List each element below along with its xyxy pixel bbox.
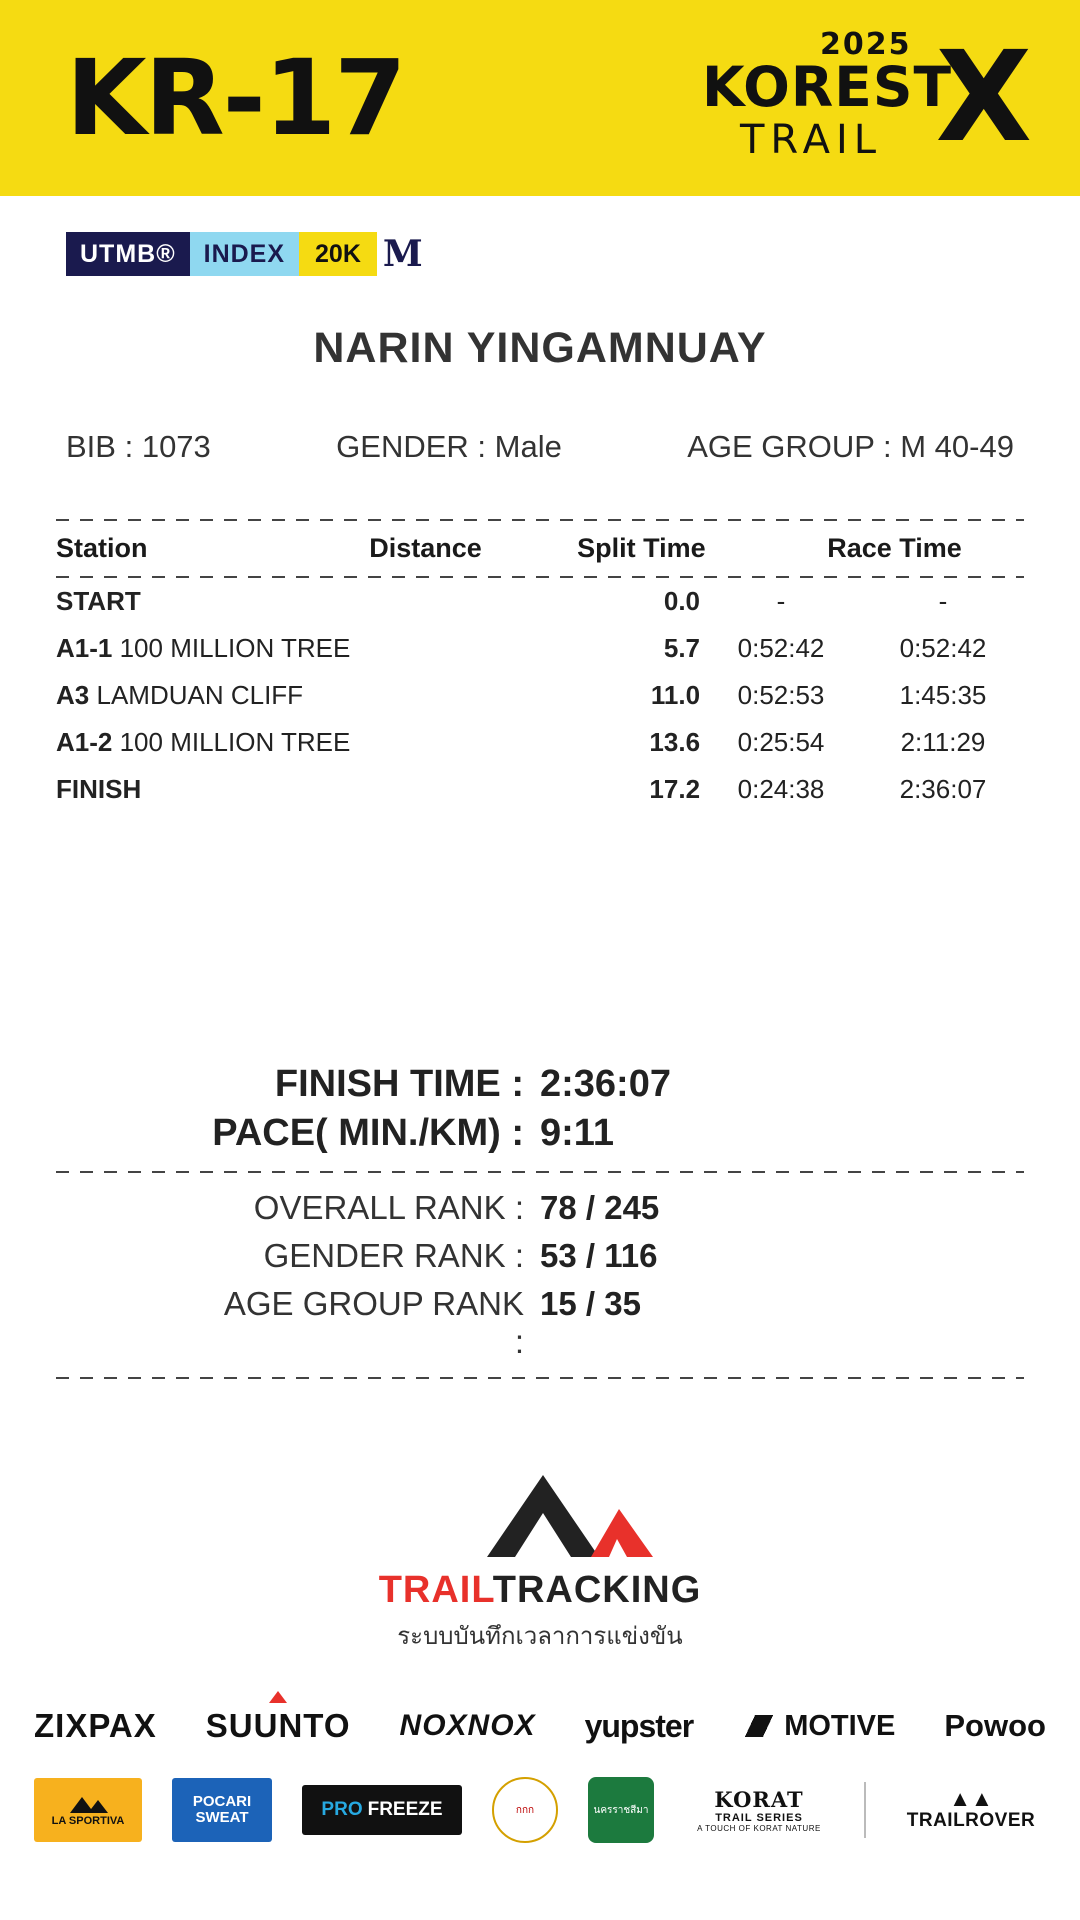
splits-body: [56, 578, 1024, 813]
sponsor-motive-label: MOTIVE: [784, 1709, 896, 1742]
cell-split-time: 0:52:53: [737, 680, 825, 710]
table-row: [56, 625, 1024, 672]
results-section: [0, 1063, 1080, 1379]
badge-distance-label: 20K: [299, 232, 377, 276]
finish-time-row: [56, 1063, 1024, 1106]
station-code: A1-2: [56, 727, 113, 757]
column-header-distance: Distance: [369, 533, 482, 563]
pace-label: PACE( MIN./KM) :: [212, 1112, 524, 1154]
cell-station: [56, 672, 606, 719]
table-row: [56, 719, 1024, 766]
sponsor-suunto: SUUNTO: [205, 1707, 351, 1744]
rank-value: 53 / 116: [540, 1237, 658, 1274]
station-code: A3: [56, 680, 90, 710]
bib-label: BIB :: [66, 429, 134, 464]
rank-label: OVERALL RANK :: [253, 1189, 524, 1226]
cell-race-time: 2:11:29: [900, 727, 986, 757]
cell-distance: 5.7: [663, 633, 701, 663]
gender-field: [336, 429, 562, 465]
divider-ranks-top: [56, 1171, 1024, 1173]
brand-name: KOREST: [702, 55, 952, 119]
rank-label: AGE GROUP RANK :: [223, 1285, 524, 1360]
sponsor-korat-line3: A TOUCH OF KORAT NATURE: [697, 1824, 821, 1833]
cell-split-time: -: [776, 586, 786, 616]
station-name: LAMDUAN CLIFF: [96, 680, 304, 710]
rank-value: 78 / 245: [540, 1189, 660, 1226]
station-code: A1-1: [56, 633, 113, 663]
bib-value: 1073: [141, 429, 211, 464]
trailtracking-wordmark: [0, 1569, 1080, 1612]
rank-row: [56, 1285, 1024, 1361]
cell-split-time: 0:25:54: [737, 727, 825, 757]
cell-distance: 11.0: [650, 680, 701, 710]
finish-time-label: FINISH TIME :: [274, 1063, 524, 1105]
sponsor-la-sportiva-label: LA SPORTIVA: [51, 1815, 125, 1827]
cell-split-time: 0:52:42: [737, 633, 825, 663]
motive-mark-icon: [742, 1715, 776, 1737]
gender-value: Male: [494, 429, 562, 464]
finish-time-value: 2:36:07: [540, 1063, 671, 1105]
splits-section: [56, 519, 1024, 813]
table-row: [56, 766, 1024, 813]
sponsor-la-sportiva: [34, 1778, 142, 1842]
column-header-race-time: Race Time: [827, 533, 962, 563]
table-row: [56, 672, 1024, 719]
pace-value: 9:11: [540, 1112, 614, 1154]
station-name: 100 MILLION TREE: [119, 633, 351, 663]
rank-row: [56, 1237, 1024, 1275]
sponsor-pro-freeze: [302, 1785, 462, 1835]
age-group-field: [687, 429, 1014, 465]
logo-word-tracking: TRACKING: [492, 1569, 702, 1611]
table-header-row: [56, 521, 1024, 576]
pace-row: [56, 1112, 1024, 1155]
sponsor-korat-line2: TRAIL SERIES: [715, 1812, 803, 1824]
sponsor-divider: [864, 1782, 866, 1838]
rank-row: [56, 1189, 1024, 1227]
runner-name: NARIN YINGAMNUAY: [313, 324, 767, 372]
cell-distance: 17.2: [649, 774, 701, 804]
sponsor-row-secondary: [0, 1777, 1080, 1843]
sponsor-profreeze-line1: PRO: [321, 1799, 363, 1820]
sponsor-province-seal: นครราชสีมา: [588, 1777, 654, 1843]
korest-trail-logo: [702, 23, 1032, 173]
sponsor-trailrover: [896, 1788, 1046, 1832]
sponsor-zixpax: ZIXPAX: [34, 1707, 157, 1744]
divider-ranks-bottom: [56, 1377, 1024, 1379]
rank-list: [56, 1189, 1024, 1361]
table-row: [56, 578, 1024, 625]
footer-tagline: ระบบบันทึกเวลาการแข่งขัน: [397, 1623, 683, 1650]
gender-label: GENDER :: [336, 429, 487, 464]
sponsor-pocari-line1: POCARI: [192, 1793, 252, 1811]
sponsor-pocari-line2: SWEAT: [195, 1809, 249, 1826]
sponsor-trailrover-label: TRAILROVER: [906, 1810, 1036, 1831]
column-header-split-time: Split Time: [577, 533, 706, 563]
sponsor-row-primary: [0, 1707, 1080, 1745]
cell-station: [56, 719, 606, 766]
utmb-index-badge: [66, 232, 441, 276]
sponsor-korat-line1: KORAT: [714, 1787, 804, 1812]
cell-distance: 13.6: [649, 727, 701, 757]
mountain-icon: [66, 1793, 110, 1815]
cell-race-time: 0:52:42: [899, 633, 987, 663]
sponsor-motive: [742, 1710, 895, 1743]
cell-race-time: -: [938, 586, 948, 616]
sponsor-pocari-sweat: [172, 1778, 272, 1842]
sponsor-powoo: Powoo: [944, 1708, 1046, 1743]
cell-station: [56, 625, 606, 672]
cell-distance: 0.0: [663, 586, 701, 616]
cell-race-time: 1:45:35: [899, 680, 987, 710]
bib-field: [66, 429, 211, 465]
badge-category-label: M: [377, 232, 429, 276]
age-group-value: M 40-49: [900, 429, 1014, 464]
cell-race-time: 2:36:07: [899, 774, 987, 804]
header-banner: [0, 0, 1080, 196]
age-group-label: AGE GROUP :: [687, 429, 892, 464]
sponsor-profreeze-line2: FREEZE: [367, 1799, 443, 1820]
column-header-station: Station: [56, 533, 148, 563]
splits-table: [56, 521, 1024, 576]
station-name: 100 MILLION TREE: [119, 727, 351, 757]
sponsor-yupster: yupster: [584, 1707, 694, 1744]
mountain-icon: [395, 1469, 685, 1561]
runner-meta: [0, 429, 1080, 465]
cell-station: [56, 578, 606, 625]
brand-year: 2025: [820, 27, 912, 62]
race-code: KR-17: [66, 37, 405, 159]
trailtracking-logo: [0, 1469, 1080, 1655]
logo-word-trail: TRAIL: [378, 1569, 493, 1611]
sponsor-noxnox: NOXNOX: [399, 1709, 536, 1742]
cell-split-time: 0:24:38: [737, 774, 825, 804]
cell-station: [56, 766, 606, 813]
sponsor-thai-athletics-seal: กกก: [492, 1777, 558, 1843]
sponsor-korat-trail-series: [684, 1787, 834, 1833]
rank-value: 15 / 35: [540, 1285, 641, 1322]
rank-label: GENDER RANK :: [263, 1237, 524, 1274]
station-code: FINISH: [56, 774, 142, 804]
brand-x-mark: X: [935, 25, 1032, 170]
mountain-icon: ▲▲: [949, 1786, 993, 1811]
badge-index-label: INDEX: [190, 232, 299, 276]
station-code: START: [56, 586, 141, 616]
brand-subtitle: TRAIL: [740, 117, 883, 163]
badge-utmb-label: UTMB®: [66, 232, 190, 276]
